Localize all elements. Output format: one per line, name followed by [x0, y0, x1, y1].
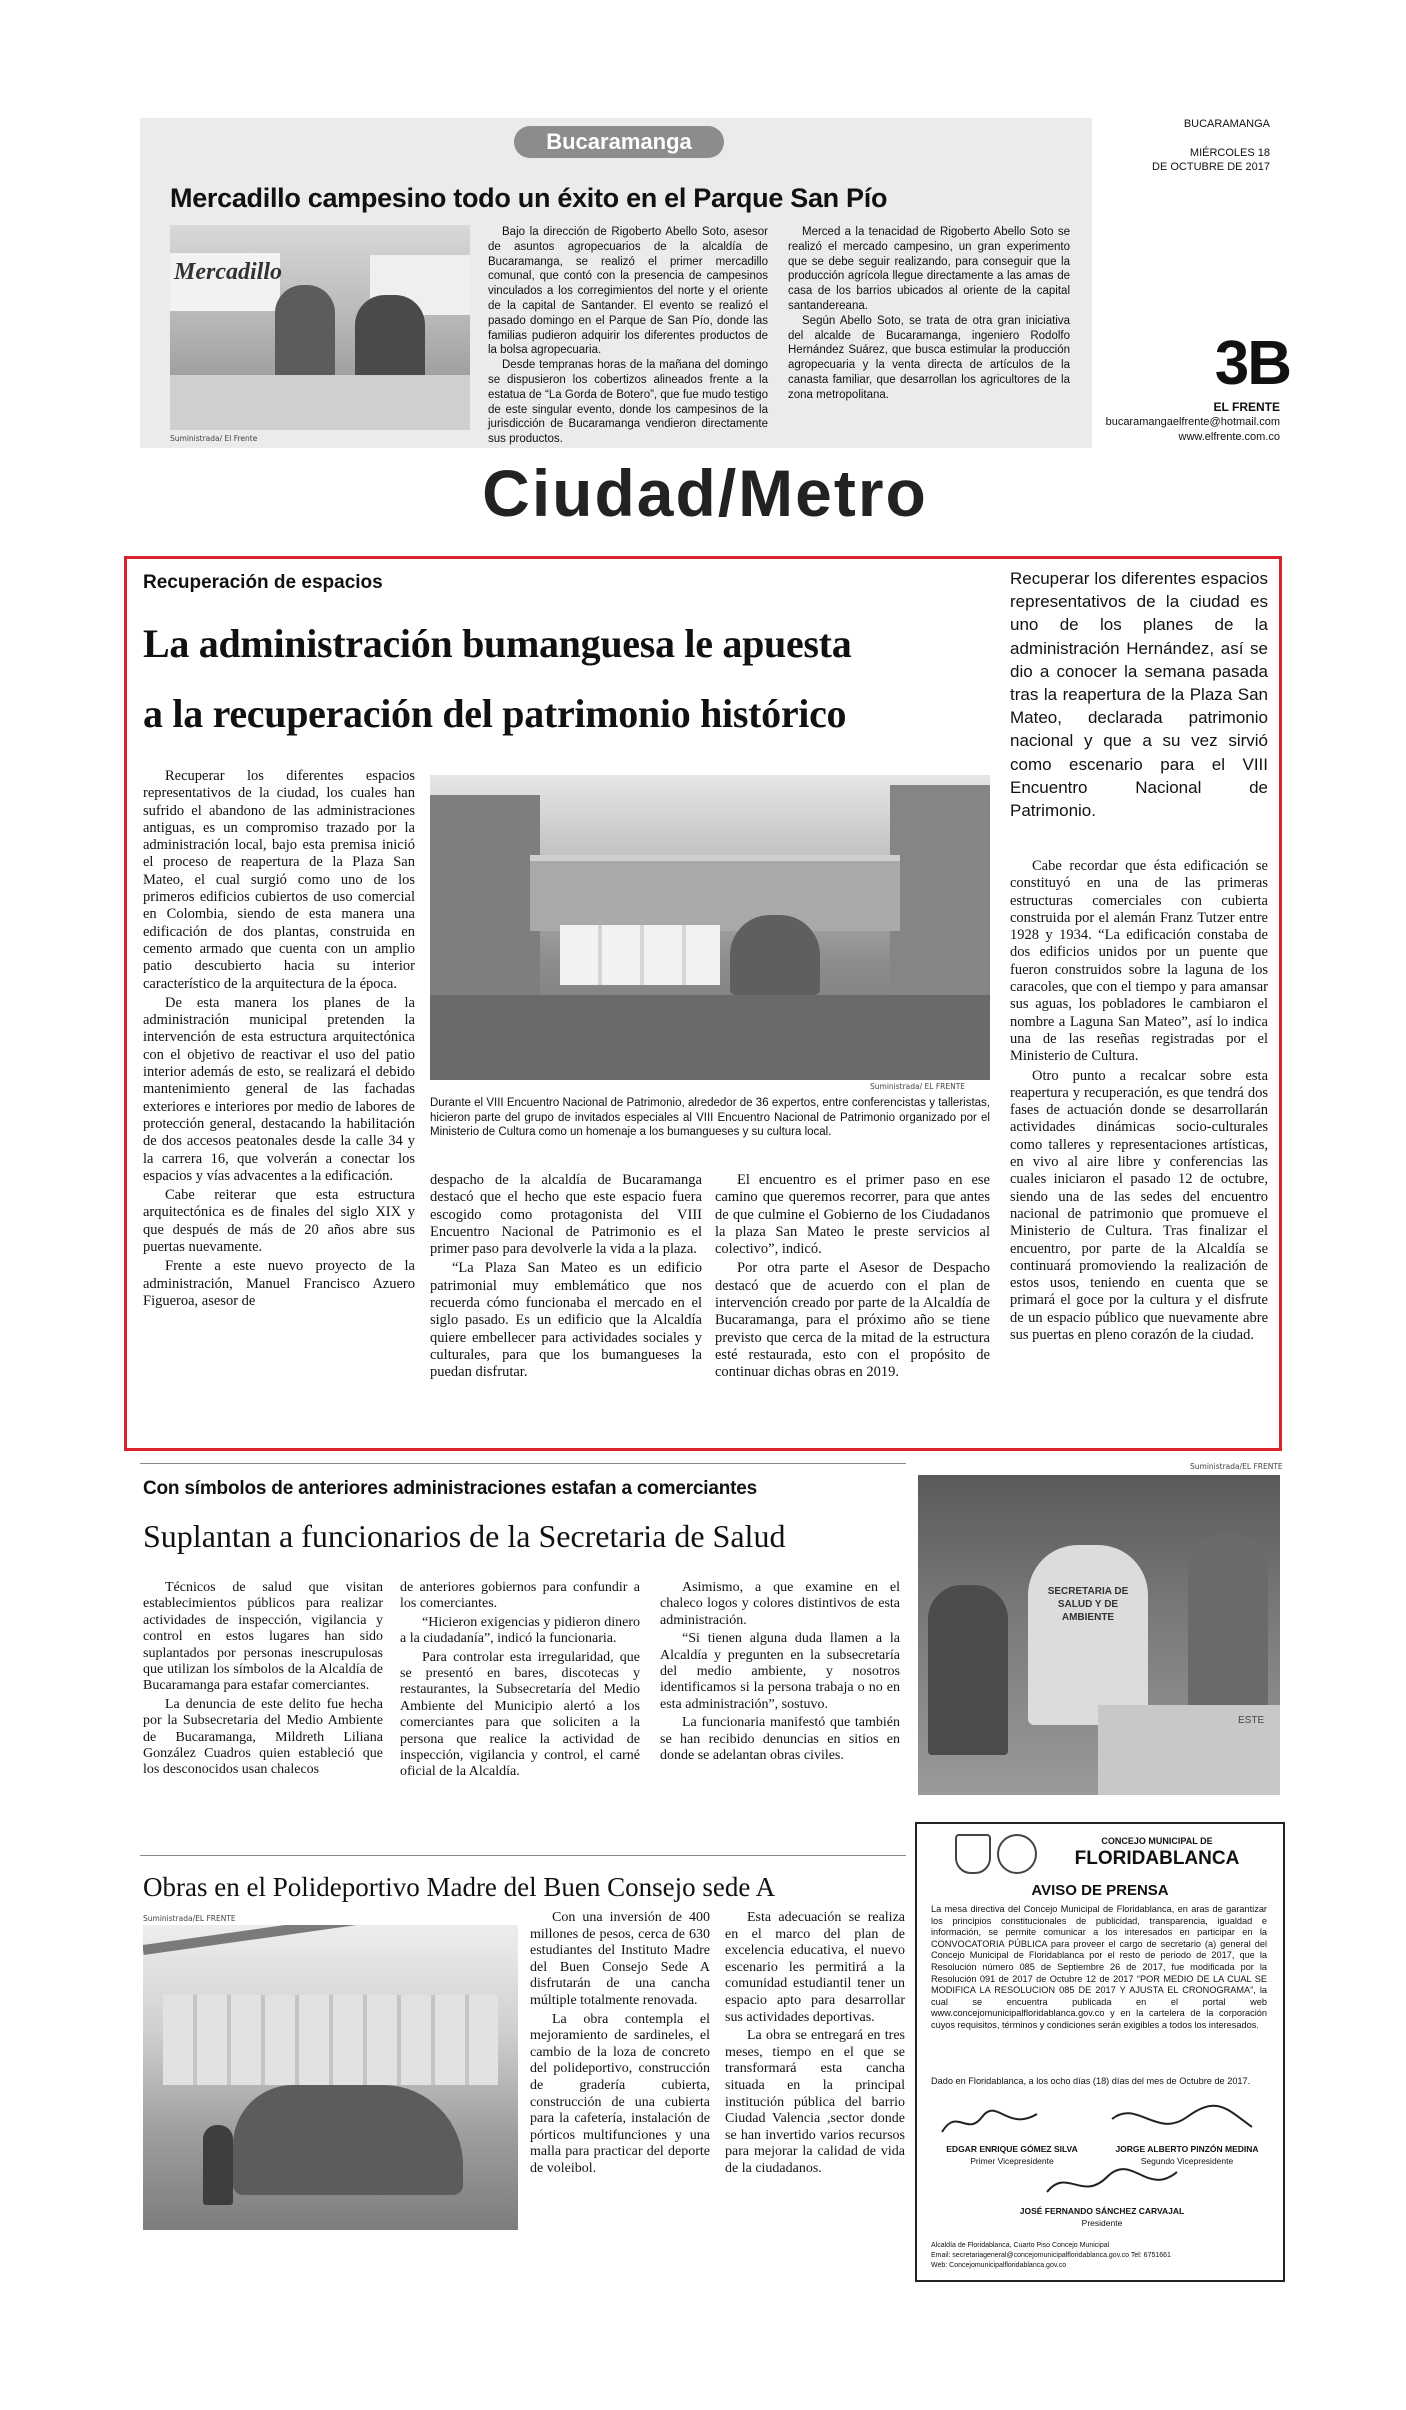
main-headline-line2: a la recuperación del patrimonio histórico	[143, 691, 847, 736]
main-headline-line1: La administración bumanguesa le apuesta	[143, 621, 852, 666]
polideportivo-col2	[725, 1910, 905, 2180]
main-photo-credit: Suministrada/ EL FRENTE	[870, 1082, 966, 1091]
top-story-col1	[488, 225, 768, 447]
signature-1	[937, 2102, 1047, 2142]
paper-email: bucaramangaelfrente@hotmail.com	[1105, 416, 1280, 428]
sig2-role: Segundo Vicepresidente	[1140, 2156, 1234, 2166]
white-tents	[560, 925, 720, 985]
plaza-photo	[430, 775, 990, 1080]
worker-figure	[203, 2125, 233, 2205]
salud-col3	[660, 1580, 900, 1766]
main-kicker: Recuperación de espacios	[143, 572, 383, 593]
section-tag-text: Bucaramanga	[546, 129, 692, 154]
notice-org-big: FLORIDABLANCA	[1074, 1848, 1240, 1869]
rule-line	[140, 1463, 906, 1464]
paragraph: Merced a la tenacidad de Rigoberto Abello Soto se realizó el mercado campesino, un gran experimento que se debe seguir realizando, para conseguir que la producción agrícola llegue directamente a las amas de casa de los barrios ubicados al oriente de la capital santandereana.	[788, 226, 1070, 312]
produce-table	[170, 375, 470, 430]
section-tag-pill	[514, 126, 724, 158]
main-col2	[430, 1172, 702, 1384]
paragraph: La funcionaria manifestó que también se han recibido denuncias en sitios en donde se adelantan obras civiles.	[660, 1715, 900, 1764]
sig3-name: JOSÉ FERNANDO SÁNCHEZ CARVAJAL	[1019, 2206, 1185, 2216]
rule-line	[140, 1855, 906, 1856]
signature-3	[1037, 2162, 1187, 2206]
paragraph: Con una inversión de 400 millones de pesos, cerca de 630 estudiantes del Instituto Madre del Buen Consejo Sede A disfrutarán de una cancha múltiple totalmente renovada.	[530, 1910, 710, 2008]
roof-beam	[143, 1925, 515, 1955]
salud-col1	[143, 1580, 383, 1781]
top-story-col2	[788, 225, 1070, 403]
paragraph: Según Abello Soto, se trata de otra gran iniciativa del alcalde de Bucaramanga, ingeniero Rodolfo Hernández Suárez, que busca estimular la producción agropecuaria y la venta directa de artículos de la canasta familiar, que desarrollan los agricultores de la zona metropolitana.	[788, 314, 1070, 401]
sig1-role: Primer Vicepresidente	[970, 2156, 1054, 2166]
paragraph: Cabe reiterar que esta estructura arquitectónica es de finales del siglo XIX y que después de más de 20 años abre sus puertas nuevamente.	[143, 1187, 415, 1256]
notice-title: AVISO DE PRENSA	[1031, 1882, 1169, 1899]
box-lettering: ESTE	[1238, 1715, 1265, 1726]
polideportivo-photo-credit: Suministrada/EL FRENTE	[143, 1914, 236, 1923]
coat-of-arms-icon	[955, 1834, 991, 1874]
paragraph: Por otra parte el Asesor de Despacho destacó que de acuerdo con el plan de intervención creado por parte de la Alcaldía de Bucaramanga, para el próximo año se tiene previsto que cerca de la mitad de la estructura esté restaurada, esto con el propósito de continuar dichas obras en 2019.	[715, 1260, 990, 1381]
market-banner-text: Mercadillo	[174, 259, 282, 285]
rubble-pile	[233, 2085, 463, 2195]
salud-photo-credit: Suministrada/EL FRENTE	[1190, 1462, 1283, 1471]
sig2-name: JORGE ALBERTO PINZÓN MEDINA	[1115, 2144, 1259, 2154]
main-col4	[1010, 858, 1268, 1346]
back-wall	[163, 1995, 498, 2085]
main-lede: Recuperar los diferentes espacios representativos de la ciudad es uno de los planes de la administración Hernández, así se dio a conocer la semana pasada tras la reapertura de la Plaza San Mateo, declarada patrimonio nacional y que a su vez sirvió como escenario para el VIII Encuentro Nacional de Patrimonio.	[1010, 569, 1268, 821]
paragraph: Bajo la dirección de Rigoberto Abello Soto, asesor de asuntos agropecuarios de la alcaldía de Bucaramanga, se realizó el primer mercadillo comunal, que contó con la presencia de campesinos vinculados a los corregimientos del norte y el oriente de la capital de Santander. El evento se realizó el pasado domingo en el Parque de San Pío, donde las familias pudieron adquirir los diferentes productos de la bolsa agropecuaria.	[488, 226, 768, 357]
paragraph: despacho de la alcaldía de Bucaramanga destacó que el hecho que este espacio fuera escogido como protagonista del VIII Encuentro Nacional de Patrimonio es el primer paso para devolverle la vida a la plaza.	[430, 1172, 702, 1258]
main-col1	[143, 768, 415, 1312]
plaza-arcade	[530, 855, 900, 931]
paragraph: De esta manera los planes de la administración municipal pretenden la intervención de esta estructura arquitectónica con el objetivo de reactivar el uso del patio interior además de esto, se realizará el debido mantenimiento general de las fachadas exteriores e interiores por medio de labores de protección general, destacando la habilitación de dos accesos peatonales desde la calle 34 y la carrera 16, que volverán a conectar los espacios y vías advacentes a la edificación.	[143, 994, 415, 1184]
notice-body: La mesa directiva del Concejo Municipal de Floridablanca, en aras de garantizar los principios constitucionales de publicidad, transparencia, igualdad e información, se permite comunicar a los interesados en participar en la CONVOCATORIA PÚBLICA para proveer el cargo de secretario (a) general del Concejo Municipal de Floridablanca por el resto de periodo de 2017, que la Resolución número 085 de Septiembre 26 de 2017, fue modificada por la Resolución 091 de 2017 de Octubre 12 de 2017 “POR MEDIO DE LA CUAL SE MODIFICA LA RESOLUCION 085 DE 2017 Y AJUSTA EL CRONOGRAMA”, la cual se encuentra publicada en el portal web www.concejomunicipalfloridablanca.gov.co y en la cartelera de la corporación cuyos requisitos, términos y condiciones serán exigibles a todos los interesados.	[931, 1904, 1267, 2030]
main-col3	[715, 1172, 990, 1384]
building-right	[890, 785, 990, 995]
paragraph: de anteriores gobiernos para confundir a los comerciantes.	[400, 1580, 640, 1612]
top-story-title: Mercadillo campesino todo un éxito en el Parque San Pío	[170, 183, 888, 213]
sports-court-photo	[143, 1925, 518, 2230]
vest-lettering: SECRETARIA DE SALUD Y DE AMBIENTE	[1047, 1586, 1129, 1623]
section-title: Ciudad/Metro	[482, 456, 928, 530]
paragraph: El encuentro es el primer paso en ese camino que queremos recorrer, para que antes de que culmine el Gobierno de los Ciudadanos la plaza San Mateo le preste servicios al colectivo”, indicó.	[715, 1172, 990, 1258]
paragraph: Otro punto a recalcar sobre esta reapertura y recuperación, es que tendrá dos fases de actuación donde se desarrollarán actividades dinámicas socio-culturales como talleres y representaciones artísticas, en vivo al aire libre y conferencias las cuales iniciaron el pasado 12 de octubre, siendo una de las sedes del encuentro nacional de patrimonio que promueve el Ministerio de Cultura. Tras finalizar el encuentro, por parte de la Alcaldía se continuará promoviendo la realización de estos usos, teniendo en cuenta que se primará el goce por la cultura y el disfrute de un espacio público que nuevamente abre sus puertas en pleno corazón de la ciudad.	[1010, 1067, 1268, 1344]
worker-right	[1188, 1535, 1268, 1715]
paragraph: Esta adecuación se realiza en el marco del plan de excelencia educativa, el nuevo escenario les permitirá a la comunidad estudiantil tener un espacio apto para desarrollar sus actividades deportivas.	[725, 1910, 905, 2025]
paragraph: “Hicieron exigencias y pidieron dinero a la ciudadanía”, indicó la funcionaria.	[400, 1614, 640, 1647]
worker-vest	[1028, 1545, 1148, 1725]
main-photo-caption: Durante el VIII Encuentro Nacional de Patrimonio, alrededor de 36 expertos, entre conferencistas y talleristas, hicieron parte del grupo de invitados especiales al VIII Encuentro Nacional de Patrimonio organizado por el Ministerio de Cultura como un homenaje a los bumangueses y su cultura local.	[430, 1097, 990, 1138]
sig1-name: EDGAR ENRIQUE GÓMEZ SILVA	[946, 2144, 1078, 2154]
paragraph: Asimismo, a que examine en el chaleco logos y colores distintivos de esta administración.	[660, 1580, 900, 1628]
sig3-role: Presidente	[1081, 2218, 1123, 2228]
market-photo	[170, 225, 470, 430]
polideportivo-headline: Obras en el Polideportivo Madre del Buen Consejo sede A	[143, 1872, 776, 1902]
page-number: 3B	[1214, 329, 1290, 398]
paper-name: EL FRENTE	[1213, 400, 1280, 414]
edition-day: MIÉRCOLES 18	[1189, 147, 1270, 159]
kiosk-pavilion	[730, 915, 820, 995]
paragraph: Desde tempranas horas de la mañana del domingo se dispusieron los cobertizos alineados frente a la estatua de “La Gorda de Botero”, que fue mudo testigo de este singular evento, donde los campesinos de la jurisdicción de Bucaramanga vendieron directamente sus productos.	[488, 359, 768, 446]
salud-headline: Suplantan a funcionarios de la Secretaria de Salud	[143, 1518, 786, 1554]
paragraph: “La Plaza San Mateo es un edificio patrimonial muy emblemático que nos recuerda cómo funcionaba el mercado en el siglo pasado. Es un edificio que la Alcaldía quiere embellecer para actividades sociales y culturales, para que los bumangueses la puedan disfrutar.	[430, 1260, 702, 1381]
paragraph: Para controlar esta irregularidad, que se presentó en bares, discotecas y restaurantes, la Subsecretaría del Medio Ambiente del Municipio alertó a los comerciantes para que soliciten a la persona que realice la actividad de inspección, vigilancia y control, el carné oficial de la Alcaldía.	[400, 1649, 640, 1780]
top-photo-credit: Suministrada/ El Frente	[170, 434, 258, 443]
inspection-photo	[918, 1475, 1280, 1795]
notice-dated: Dado en Floridablanca, a los ocho días (18) días del mes de Octubre de 2017.	[931, 2076, 1251, 2086]
notice-org-small: CONCEJO MUNICIPAL DE	[1101, 1836, 1213, 1846]
paragraph: “Si tienen alguna duda llamen a la Alcaldía y pregunten en la subsecretaría del medio ambiente, y nosotros identificamos si la persona trabaja o no en esta administración”, sostuvo.	[660, 1631, 900, 1712]
paragraph: Recuperar los diferentes espacios representativos de la ciudad, los cuales han sufrido el abandono de las administraciones antiguas, es un compromiso trazado por la administración local, bajo esta premisa inició el proceso de reapertura de la Plaza San Mateo, el cual surgió como uno de los primeros edificios cubiertos de uso comercial en Colombia, siendo de esta manera una edificación de dos plantas, construida en cemento armado que cuenta con un amplio patio descubierto hacia su interior característico de la arquitectura de la época.	[143, 768, 415, 992]
notice-footer-3: Web: Concejomunicipalfloridablanca.gov.co	[931, 2262, 1067, 2269]
press-notice-box	[915, 1822, 1285, 2282]
worker-left	[928, 1585, 1008, 1755]
signature-2	[1107, 2099, 1257, 2143]
paragraph: La obra se entregará en tres meses, tiempo en el que se transformará esta cancha situada en la principal institución pública del barrio Ciudad Valencia ,sector donde se han invertido varios recursos para mejorar la calidad de vida de la ciudadanos.	[725, 2028, 905, 2176]
edition-city: BUCARAMANGA	[1183, 118, 1270, 130]
building-left	[430, 795, 540, 995]
council-seal-icon	[997, 1834, 1037, 1874]
paper-website: www.elfrente.com.co	[1178, 431, 1280, 443]
paragraph: Frente a este nuevo proyecto de la administración, Manuel Francisco Azuero Figueroa, asesor de	[143, 1258, 415, 1309]
notice-footer-1: Alcaldía de Floridablanca, Cuarto Piso Concejo Municipal	[931, 2242, 1110, 2249]
patio-floor	[430, 995, 990, 1080]
paragraph: Técnicos de salud que visitan establecimientos públicos para realizar actividades de inspección, vigilancia y control en estos lugares han sido suplantados por personas inescrupulosas que utilizan los símbolos de la Alcaldía de Bucaramanga para estafar comerciantes.	[143, 1580, 383, 1694]
paragraph: La denuncia de este delito fue hecha por la Subsecretaria del Medio Ambiente de Bucaramanga, Mildreth Liliana González Cuadros quien estableció que los desconocidos usan chalecos	[143, 1696, 383, 1778]
salud-col2	[400, 1580, 640, 1783]
notice-footer-2: Email: secretariageneral@concejomunicipalfloridablanca.gov.co Tel: 6751661	[931, 2252, 1171, 2259]
polideportivo-col1	[530, 1910, 710, 2180]
paragraph: La obra contempla el mejoramiento de sardineles, el cambio de la loza de concreto del polideportivo, construcción de gradería cubierta, construcción de una cubierta para la cafetería, instalación de pórticos multifunciones y una malla para practicar del deporte de voleibol.	[530, 2011, 710, 2176]
edition-date: DE OCTUBRE DE 2017	[1152, 161, 1270, 173]
salud-kicker: Con símbolos de anteriores administraciones estafan a comerciantes	[143, 1478, 758, 1499]
paragraph: Cabe recordar que ésta edificación se constituyó en una de las primeras estructuras comerciales con cubierta construida por el alemán Franz Tutzer entre 1928 y 1934. “La edificación constaba de dos edificios unidos por un puente que fueron construidos sobre la laguna de los caracoles, que con el tiempo y para amansar sus aguas, los pobladores le cambiaron el nombre a Laguna San Mateo”, así lo indica una de las reseñas registradas por el Ministerio de Cultura.	[1010, 858, 1268, 1065]
